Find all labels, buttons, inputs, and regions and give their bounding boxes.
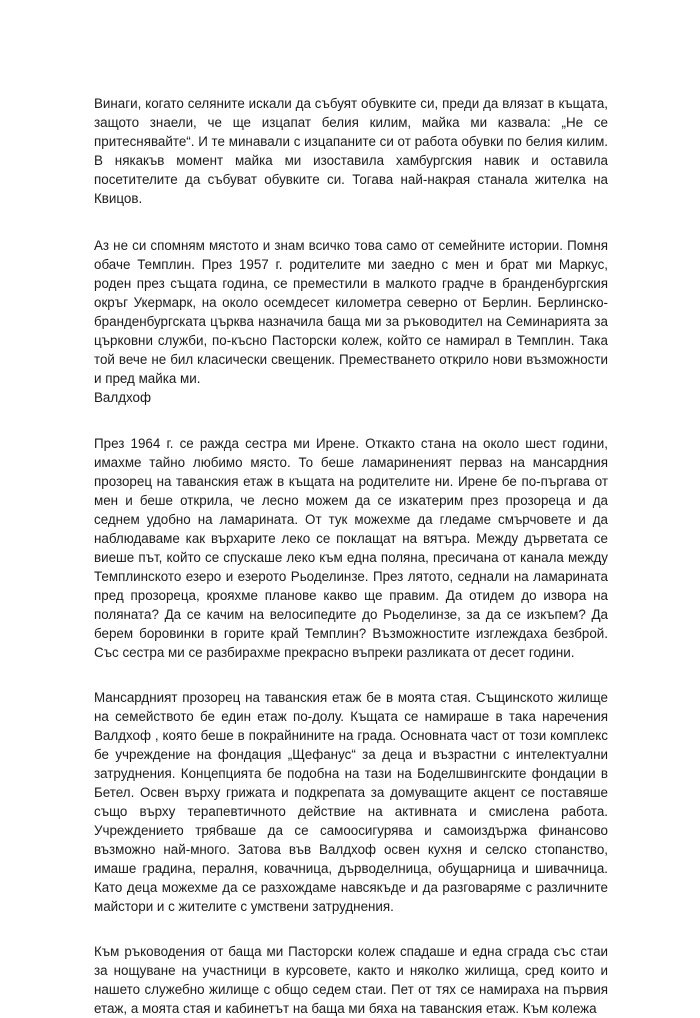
section-heading: Валдхоф [94, 390, 152, 405]
paragraph-waldhof-institution: Мансардният прозорец на таванския етаж бе в моята стая. Същинското жилище на семейството бе един етаж по-долу. Къщата се намираше в така наречения Валдхоф , която беше в покрайнините на града. Основната част от този комплекс бе учреждение на фондация „Щефанус“ за деца и възрастни с интелектуални затруднения. Концепцията бе подобна на тази на Боделшвингските фондации в Бетел. Освен върху грижата и подкрепата за домуващите акцент се поставяше също върху терапевтичното действие на активната и смислена работа. Учреждението трябваше да се самоосигурява и самоиздържа финансово възможно най-много. Затова във Валдхоф освен кухня и селско стопанство, имаше градина, пералня, ковачница, дърводелница, обущарница и шивачница. Като деца можехме да се разхождаме навсякъде и да разговаряме с различните майстори и с жителите с умствени затруднения. [94, 690, 608, 914]
paragraph-quitzow-carpet: Винаги, когато селяните искали да събуят обувките си, преди да влязат в къщата, защото знаели, че ще изцапат белия килим, майка ми казвала: „Не се притеснявайте“. И те минавали с изцапаните си от работа обувки по белия килим. В някакъв момент майка ми изоставила хамбургския навик и оставила посетителите да събуват обувките си. Тогава най-накрая станала жителка на Квицов. [94, 96, 608, 206]
paragraph-pastoral-college: Към ръководения от баща ми Пасторски колеж спадаше и една сграда със стаи за нощуване на участници в курсовете, както и няколко жилища, сред които и нашето служебно жилище с общо седем стаи. Пет от тях се намираха на първия етаж, а моята стая и кабинетът на баща ми бяха на таванския етаж. Към колежа [94, 944, 608, 1016]
paragraph-sister-irene: През 1964 г. се ражда сестра ми Ирене. Откакто стана на около шест години, имахме тайно любимо място. То беше ламариненият перваз на мансардния прозорец на таванския етаж в къщата на родителите ни. Ирене бе по-пъргава от мен и беше открила, че лесно можем да се изкатерим през прозореца и да седнем удобно на ламарината. От тук можехме да гледаме смърчовете и да наблюдаваме как върхарите леко се поклащат на вятъра. Между дърветата се виеше път, който се спускаше леко към една поляна, пресичана от канала между Темплинското езеро и езерото Рьоделинзе. През лятото, седнали на ламарината пред прозореца, крояхме планове какво ще правим. Да отидем до извора на поляната? Да се качим на велосипедите до Рьоделинзе, за да се изкъпем? Да берем боровинки в горите край Темплин? Възможностите изглеждаха безброй. Със сестра ми се разбирахме прекрасно въпреки разликата от десет години. [94, 436, 608, 660]
document-body [94, 94, 608, 1018]
paragraph-templin-move: Аз не си спомням мястото и знам всичко това само от семейните истории. Помня обаче Темплин. През 1957 г. родителите ми заедно с мен и брат ми Маркус, роден през същата година, се преместили в малкото градче в бранденбургския окръг Укермарк, на около осемдесет километра северно от Берлин. Берлинско-бранденбургската църква назначила баща ми за ръководител на Семинарията за църковни служби, по-късно Пасторски колеж, който се намирал в Темплин. Така той вече не бил класически свещеник. Преместването открило нови възможности и пред майка ми. [94, 238, 608, 386]
